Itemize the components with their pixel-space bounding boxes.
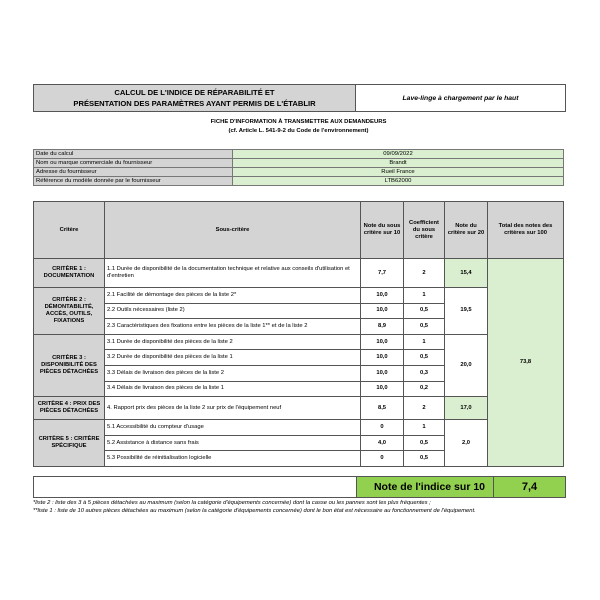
sub-coef: 0,5 bbox=[404, 350, 445, 366]
header-title-line2: PRÉSENTATION DES PARAMÈTRES AYANT PERMIS DE L'ÉTABLIR bbox=[73, 99, 316, 108]
sub-criterion: 3.2 Durée de disponibilité des pièces de la liste 1 bbox=[105, 350, 361, 366]
index-spacer bbox=[34, 477, 356, 497]
info-row bbox=[34, 177, 564, 186]
subtitle-line2: (cf. Article L. 541-9-2 du Code de l'environnement) bbox=[228, 128, 369, 134]
sub-note: 10,0 bbox=[361, 365, 404, 381]
sub-note: 10,0 bbox=[361, 288, 404, 304]
index-bar bbox=[33, 476, 566, 498]
header-title-line1: CALCUL DE L'INDICE DE RÉPARABILITÉ ET bbox=[114, 88, 275, 97]
col-note-sous: Note du sous critère sur 10 bbox=[361, 202, 404, 259]
info-row bbox=[34, 168, 564, 177]
sub-coef: 1 bbox=[404, 334, 445, 350]
info-label: Nom ou marque commerciale du fournisseur bbox=[34, 159, 233, 168]
sub-criterion: 3.4 Délais de livraison des pièces de la liste 1 bbox=[105, 381, 361, 397]
info-value: LTB62000 bbox=[233, 177, 564, 186]
criterion-score: 20,0 bbox=[445, 334, 488, 396]
sub-criterion: 3.1 Durée de disponibilité des pièces de la liste 2 bbox=[105, 334, 361, 350]
sub-criterion: 5.3 Possibilité de réinitialisation logicielle bbox=[105, 451, 361, 467]
criterion-score: 2,0 bbox=[445, 420, 488, 467]
info-row bbox=[34, 159, 564, 168]
criterion-score: 15,4 bbox=[445, 259, 488, 288]
criterion-score: 19,5 bbox=[445, 288, 488, 335]
footnote-liste-1: **liste 1 : liste de 10 autres pièces détachées au maximum (selon la catégorie d'équipements concernée) dont le bon état est nécessaire au fonctionnement de l'équipement. bbox=[33, 508, 476, 515]
sub-criterion: 5.2 Assistance à distance sans frais bbox=[105, 435, 361, 451]
sub-coef: 0,3 bbox=[404, 365, 445, 381]
index-value: 7,4 bbox=[493, 477, 565, 497]
sub-criterion: 5.1 Accessibilité du compteur d'usage bbox=[105, 420, 361, 436]
table-row bbox=[34, 288, 564, 304]
col-total: Total des notes des critères sur 100 bbox=[488, 202, 564, 259]
sub-coef: 2 bbox=[404, 259, 445, 288]
info-label: Adresse du fournisseur bbox=[34, 168, 233, 177]
sub-note: 10,0 bbox=[361, 303, 404, 319]
sub-coef: 0,5 bbox=[404, 319, 445, 335]
sub-note: 10,0 bbox=[361, 350, 404, 366]
sub-coef: 0,5 bbox=[404, 435, 445, 451]
table-row bbox=[34, 420, 564, 436]
sub-note: 7,7 bbox=[361, 259, 404, 288]
criterion-name: CRITÈRE 2 : DÉMONTABILITÉ, ACCÈS, OUTILS, FIXATIONS bbox=[34, 288, 105, 335]
supplier-info-table bbox=[33, 149, 564, 186]
sub-coef: 2 bbox=[404, 397, 445, 420]
info-value: Rueil France bbox=[233, 168, 564, 177]
total-score: 73,8 bbox=[488, 259, 564, 467]
table-header-row bbox=[34, 202, 564, 259]
info-value: Brandt bbox=[233, 159, 564, 168]
table-row bbox=[34, 397, 564, 420]
sub-criterion: 1.1 Durée de disponibilité de la documentation technique et relative aux conseils d'utilisation et d'entretien bbox=[105, 259, 361, 288]
sub-note: 0 bbox=[361, 451, 404, 467]
info-label: Date du calcul bbox=[34, 150, 233, 159]
sub-coef: 0,5 bbox=[404, 303, 445, 319]
criterion-name: CRITÈRE 4 : PRIX DES PIÈCES DÉTACHÉES bbox=[34, 397, 105, 420]
sub-coef: 1 bbox=[404, 288, 445, 304]
sub-criterion: 2.3 Caractéristiques des fixations entre les pièces de la liste 1** et de la liste 2 bbox=[105, 319, 361, 335]
info-label: Référence du modèle donnée par le fournisseur bbox=[34, 177, 233, 186]
col-sous-critere: Sous-critère bbox=[105, 202, 361, 259]
repairability-table bbox=[33, 201, 564, 467]
sub-criterion: 2.1 Facilité de démontage des pièces de la liste 2* bbox=[105, 288, 361, 304]
sub-coef: 0,5 bbox=[404, 451, 445, 467]
criterion-score: 17,0 bbox=[445, 397, 488, 420]
criterion-name: CRITÈRE 1 : DOCUMENTATION bbox=[34, 259, 105, 288]
col-note-critere: Note du critère sur 20 bbox=[445, 202, 488, 259]
header-box bbox=[33, 84, 566, 112]
product-type: Lave-linge à chargement par le haut bbox=[402, 94, 519, 102]
sub-note: 0 bbox=[361, 420, 404, 436]
info-value: 09/09/2022 bbox=[233, 150, 564, 159]
sub-criterion: 2.2 Outils nécessaires (liste 2) bbox=[105, 303, 361, 319]
index-label: Note de l'indice sur 10 bbox=[356, 477, 493, 497]
criterion-name: CRITÈRE 5 : CRITÈRE SPÉCIFIQUE bbox=[34, 420, 105, 467]
footnotes bbox=[33, 499, 564, 515]
sub-note: 8,5 bbox=[361, 397, 404, 420]
sub-note: 8,9 bbox=[361, 319, 404, 335]
table-row bbox=[34, 259, 564, 288]
col-critere: Critère bbox=[34, 202, 105, 259]
header-title bbox=[34, 85, 356, 111]
col-coef: Coefficient du sous critère bbox=[404, 202, 445, 259]
sub-coef: 0,2 bbox=[404, 381, 445, 397]
table-row bbox=[34, 334, 564, 350]
criterion-name: CRITÈRE 3 : DISPONIBILITÉ DES PIÈCES DÉTACHÉES bbox=[34, 334, 105, 396]
sub-criterion: 4. Rapport prix des pièces de la liste 2 sur prix de l'équipement neuf bbox=[105, 397, 361, 420]
sub-coef: 1 bbox=[404, 420, 445, 436]
subtitle-line1: FICHE D'INFORMATION À TRANSMETTRE AUX DEMANDEURS bbox=[210, 119, 387, 125]
sub-note: 4,0 bbox=[361, 435, 404, 451]
sub-note: 10,0 bbox=[361, 381, 404, 397]
sub-criterion: 3.3 Délais de livraison des pièces de la liste 2 bbox=[105, 365, 361, 381]
sub-note: 10,0 bbox=[361, 334, 404, 350]
info-row bbox=[34, 150, 564, 159]
footnote-liste-2: *liste 2 : liste des 3 à 5 pièces détachées au maximum (selon la catégorie d'équipements concernée) dont la casse ou les pannes sont les plus fréquentes ; bbox=[33, 500, 431, 506]
